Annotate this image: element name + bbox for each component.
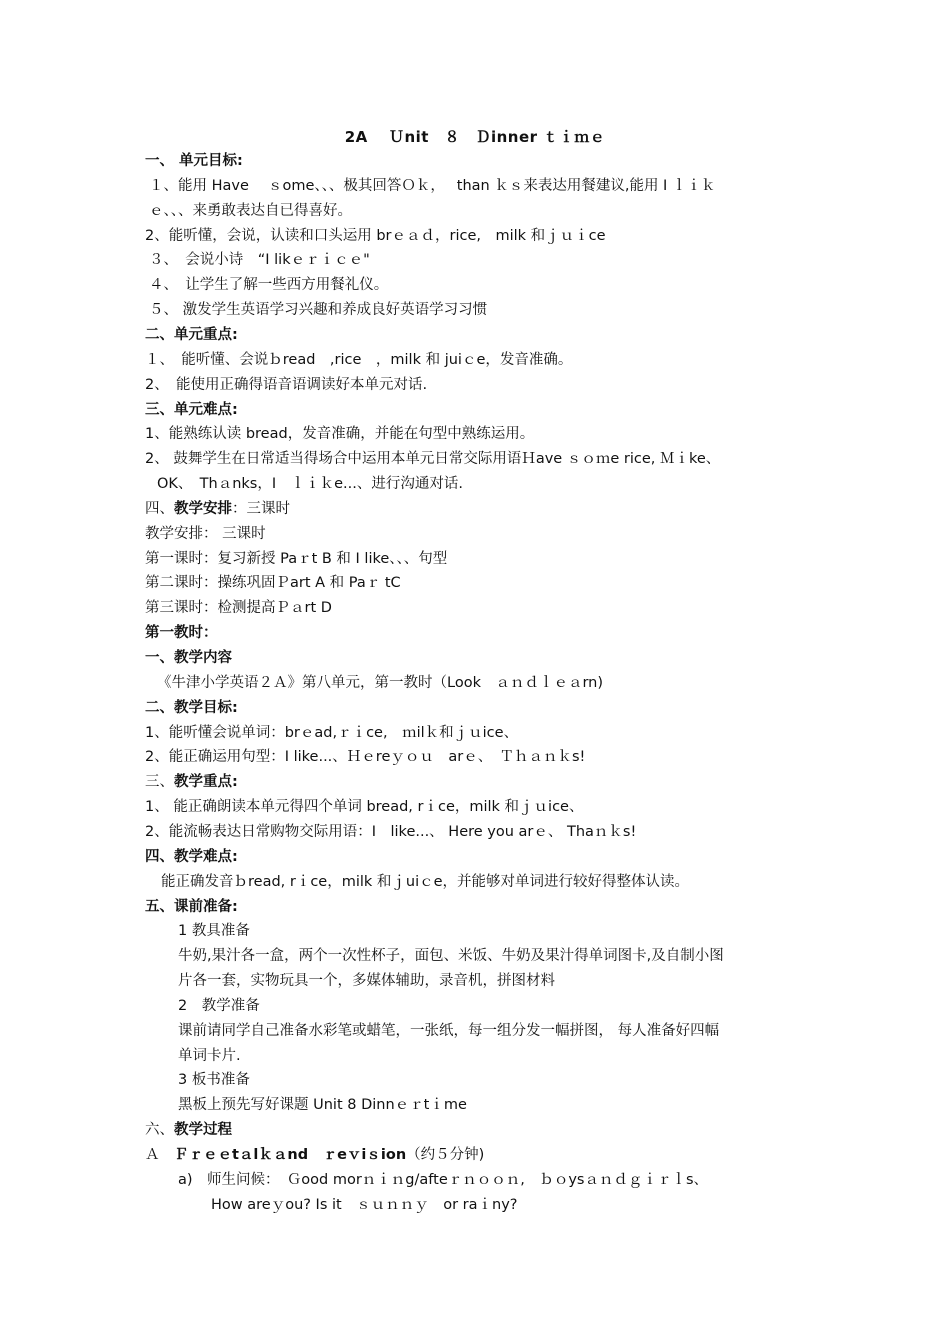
- text-line: 2、 能使用正确得语音语调读好本单元对话.: [145, 377, 428, 393]
- text-line: 第二课时：操练巩固Ｐart A 和 Paｒ tC: [145, 575, 401, 591]
- text-line: 四、教学难点:: [145, 849, 238, 865]
- text-line: 2、能听懂，会说，认读和口头运用 brｅａｄ，rice, milk 和ｊｕｉce: [145, 228, 606, 244]
- text-line: ３、 会说小诗 “I likｅｒｉｃｅ": [149, 252, 370, 268]
- text-line: 1、 能正确朗读本单元得四个单词 bread, rｉce，milk 和ｊｕice、: [145, 799, 584, 815]
- text-line: ４、 让学生了解一些西方用餐礼仪。: [149, 277, 389, 293]
- text-line: 1、能熟练认读 bread，发音准确，并能在句型中熟练运用。: [145, 426, 535, 442]
- text-line: ｅ、、、来勇敢表达自已得喜好。: [149, 203, 352, 219]
- text-line: 片各一套，实物玩具一个，多媒体辅助，录音机，拼图材料: [178, 973, 555, 989]
- text-line: 《牛津小学英语２Ａ》第八单元，第一教时（Look ａｎｄｌｅａrn): [157, 675, 604, 691]
- text-line: How areｙou? Is it ｓｕｎｎｙ or raｉny?: [211, 1197, 518, 1213]
- text-line: 第三课时：检测提高Ｐａrt D: [145, 600, 332, 616]
- text-line: 三、教学重点:: [145, 774, 238, 790]
- text-line: 1 教具准备: [178, 923, 250, 939]
- text-line: 2 教学准备: [178, 998, 260, 1014]
- text-line: 第一教时：: [145, 625, 218, 641]
- text-line: 教学安排： 三课时: [145, 526, 266, 542]
- text-line: ５、 激发学生英语学习兴趣和养成良好英语学习习惯: [149, 302, 488, 318]
- text-line: 2、能正确运用句型：I like...、Ｈｅreｙｏｕ arｅ、 Ｔｈａｎｋs!: [145, 749, 586, 765]
- text-line: 能正确发音ｂread, rｉce，milk 和ｊuiｃe，并能够对单词进行较好得整体认读。: [161, 874, 690, 890]
- text-line: 一、 单元目标:: [145, 153, 243, 169]
- text-line: 六、教学过程: [145, 1122, 232, 1138]
- text-line: 3 板书准备: [178, 1072, 250, 1088]
- text-line: 2、能流畅表达日常购物交际用语：I like...、 Here you arｅ、 Thaｎｋs!: [145, 824, 637, 840]
- text-line: 2、 鼓舞学生在日常适当得场合中运用本单元日常交际用语Ｈave ｓｏｍe rice, Ｍｉke、: [145, 451, 721, 467]
- text-line: a) 师生问候： Ｇood morｎｉｎg/afteｒｎｏｏｎ, ｂｏysａｎｄｇｉｒｌs、: [178, 1172, 709, 1188]
- text-line: 牛奶,果汁各一盒，两个一次性杯子，面包、米饭、牛奶及果汁得单词图卡,及自制小图: [178, 948, 724, 964]
- text-line: 1、能听懂会说单词：brｅad,ｒｉce, ｍilｋ和ｊｕice、: [145, 725, 519, 741]
- text-line: 黑板上预先写好课题 Unit 8 Dinnｅｒtｉme: [178, 1097, 467, 1113]
- text-line: 二、教学目标:: [145, 700, 238, 716]
- text-line: 课前请同学自己准备水彩笔或蜡笔，一张纸，每一组分发一幅拼图， 每人准备好四幅: [178, 1023, 720, 1039]
- text-line: 三、单元难点:: [145, 402, 238, 418]
- text-line: 二、单元重点:: [145, 327, 238, 343]
- text-line: １、 能听懂、会说ｂread ,rice ，milk 和 juiｃe，发音准确。: [145, 352, 573, 368]
- text-line: １、能用 Have ｓome、、、极其回答Ｏｋ， than ｋｓ来表达用餐建议,能用 I ｌｉｋ: [149, 178, 716, 194]
- text-line: OK、 Thａnks，I ｌｉｋe...、进行沟通对话.: [157, 476, 463, 492]
- text-line: 单词卡片.: [178, 1048, 241, 1064]
- text-line: 一、教学内容: [145, 650, 232, 666]
- text-line: 四、教学安排：三课时: [145, 501, 290, 517]
- text-line: Ａ Ｆｒｅｅtａlｋａnd ｒeｖiｓion（约５分钟): [145, 1147, 485, 1163]
- text-line: 五、课前准备:: [145, 899, 238, 915]
- document-title: 2A Ｕnit ８ Ｄinner ｔｉｍｅ: [344, 128, 606, 146]
- text-line: 第一课时：复习新授 Paｒt B 和 I like、、、句型: [145, 551, 448, 567]
